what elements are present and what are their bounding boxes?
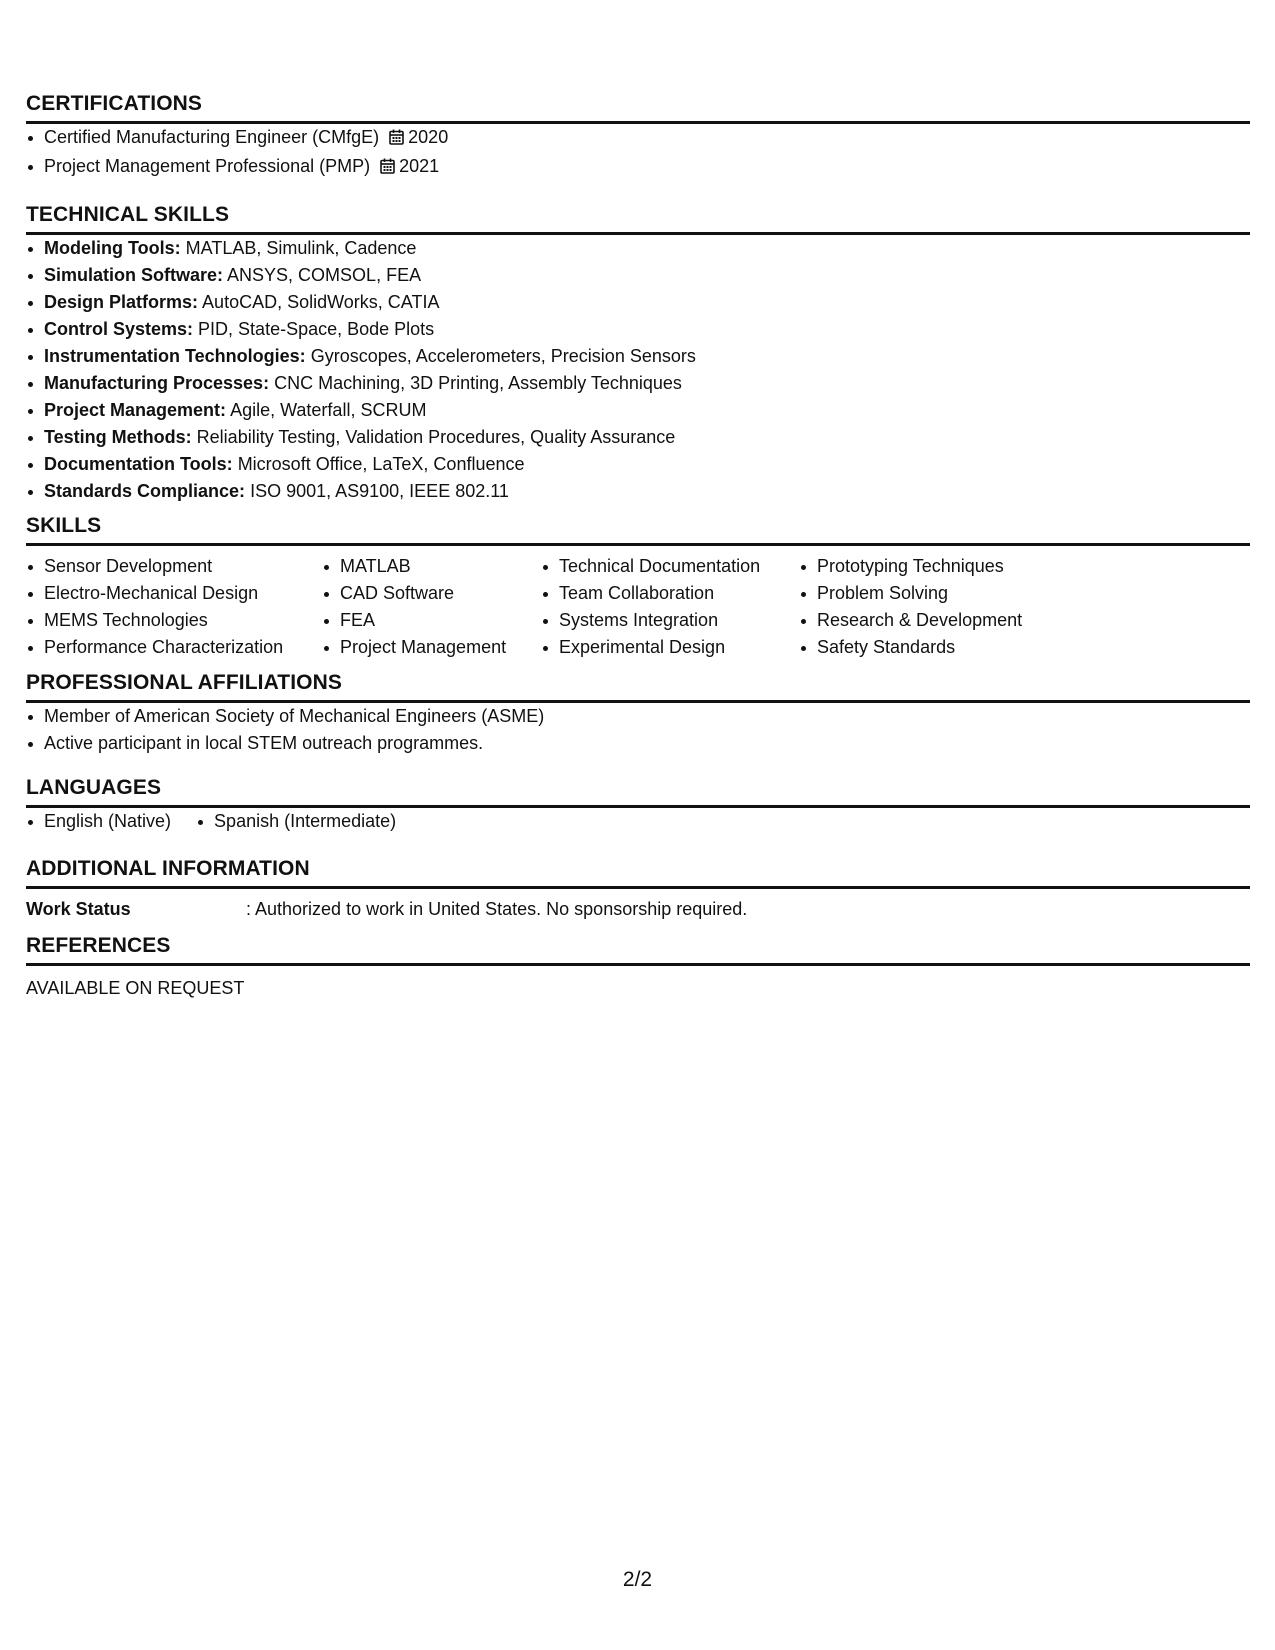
list-item: Spanish (Intermediate) — [196, 808, 396, 835]
affiliations-list — [26, 703, 1250, 757]
list-item: FEA — [322, 607, 541, 634]
certification-name: Certified Manufacturing Engineer (CMfgE) — [44, 127, 380, 147]
skill-value: MATLAB, Simulink, Cadence — [185, 238, 417, 258]
list-item: Active participant in local STEM outreach programmes. — [26, 730, 1250, 757]
list-item — [26, 316, 1250, 343]
work-status-label: Work Status — [26, 899, 131, 919]
skill-value: CNC Machining, 3D Printing, Assembly Techniques — [274, 373, 682, 393]
section-title: PROFESSIONAL AFFILIATIONS — [26, 671, 1250, 703]
skill-value: Agile, Waterfall, SCRUM — [230, 400, 427, 420]
skill-label: Control Systems: — [44, 319, 194, 339]
languages-section — [26, 776, 1250, 835]
skills-list — [322, 553, 541, 661]
list-item: MEMS Technologies — [26, 607, 322, 634]
list-item: Technical Documentation — [541, 553, 799, 580]
skills-column — [26, 553, 322, 661]
page-number: 2/2 — [622, 1568, 653, 1591]
list-item: English (Native) — [26, 808, 171, 835]
list-item — [26, 235, 1250, 262]
list-item — [26, 397, 1250, 424]
list-item: Safety Standards — [799, 634, 1059, 661]
list-item: Systems Integration — [541, 607, 799, 634]
list-item: MATLAB — [322, 553, 541, 580]
additional-information-section — [26, 857, 1250, 920]
list-item — [26, 478, 1250, 505]
calendar-icon — [380, 155, 395, 182]
technical-skills-section — [26, 203, 1250, 505]
list-item — [26, 124, 1250, 153]
skills-columns — [26, 553, 1250, 661]
skill-label: Testing Methods: — [44, 427, 192, 447]
skill-label: Instrumentation Technologies: — [44, 346, 306, 366]
list-item: Performance Characterization — [26, 634, 322, 661]
section-title: SKILLS — [26, 514, 1250, 546]
list-item: CAD Software — [322, 580, 541, 607]
section-title: TECHNICAL SKILLS — [26, 203, 1250, 235]
list-item: Research & Development — [799, 607, 1059, 634]
skill-value: Gyroscopes, Accelerometers, Precision Sensors — [310, 346, 696, 366]
certification-year: 2021 — [399, 156, 440, 176]
section-title: REFERENCES — [26, 934, 1250, 966]
skill-label: Documentation Tools: — [44, 454, 233, 474]
calendar-icon — [389, 126, 404, 153]
skill-label: Manufacturing Processes: — [44, 373, 270, 393]
skill-value: Reliability Testing, Validation Procedures, Quality Assurance — [196, 427, 676, 447]
list-item — [26, 153, 1250, 182]
skill-label: Design Platforms: — [44, 292, 199, 312]
skills-column — [541, 553, 799, 661]
list-item: Member of American Society of Mechanical Engineers (ASME) — [26, 703, 1250, 730]
skills-column — [799, 553, 1059, 661]
skill-label: Modeling Tools: — [44, 238, 181, 258]
skill-value: PID, State-Space, Bode Plots — [198, 319, 435, 339]
list-item: Problem Solving — [799, 580, 1059, 607]
section-title: ADDITIONAL INFORMATION — [26, 857, 1250, 889]
skill-value: AutoCAD, SolidWorks, CATIA — [202, 292, 440, 312]
work-status-row — [26, 898, 1250, 920]
skill-value: ANSYS, COMSOL, FEA — [227, 265, 422, 285]
certifications-list — [26, 124, 1250, 182]
references-section — [26, 934, 1250, 999]
languages-list — [26, 808, 1250, 835]
skill-label: Simulation Software: — [44, 265, 224, 285]
list-item: Electro-Mechanical Design — [26, 580, 322, 607]
certifications-section — [26, 92, 1250, 182]
list-item — [26, 370, 1250, 397]
skill-value: ISO 9001, AS9100, IEEE 802.11 — [250, 481, 509, 501]
skill-label: Standards Compliance: — [44, 481, 246, 501]
list-item — [26, 343, 1250, 370]
list-item: Experimental Design — [541, 634, 799, 661]
section-title: LANGUAGES — [26, 776, 1250, 808]
list-item — [26, 451, 1250, 478]
skills-list — [26, 553, 322, 661]
affiliations-section — [26, 671, 1250, 757]
technical-skills-list — [26, 235, 1250, 505]
list-item: Project Management — [322, 634, 541, 661]
skills-list — [541, 553, 799, 661]
skills-list — [799, 553, 1059, 661]
references-text: AVAILABLE ON REQUEST — [26, 978, 245, 998]
list-item — [26, 289, 1250, 316]
skills-column — [322, 553, 541, 661]
list-item — [26, 262, 1250, 289]
work-status-value: : Authorized to work in United States. No sponsorship required. — [246, 899, 748, 919]
section-title: CERTIFICATIONS — [26, 92, 1250, 124]
skill-value: Microsoft Office, LaTeX, Confluence — [237, 454, 525, 474]
certification-year: 2020 — [408, 127, 449, 147]
skills-section — [26, 514, 1250, 661]
list-item: Team Collaboration — [541, 580, 799, 607]
list-item: Prototyping Techniques — [799, 553, 1059, 580]
list-item: Sensor Development — [26, 553, 322, 580]
certification-name: Project Management Professional (PMP) — [44, 156, 371, 176]
skill-label: Project Management: — [44, 400, 227, 420]
list-item — [26, 424, 1250, 451]
